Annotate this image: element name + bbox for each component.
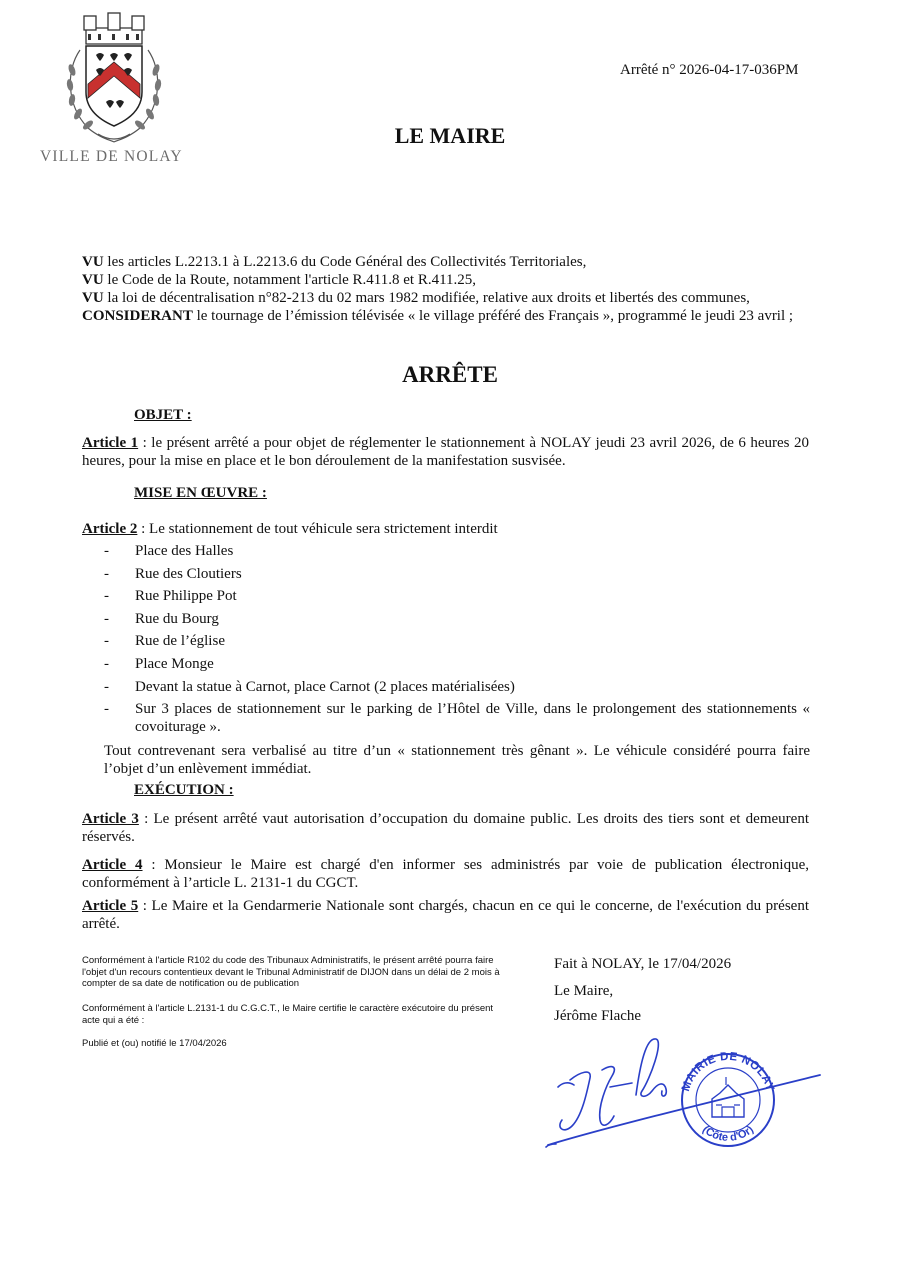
article-2: Article 2 : Le stationnement de tout véhicule sera strictement interdit bbox=[82, 521, 498, 537]
list-item: - Place Monge bbox=[104, 655, 214, 672]
publication-note: Publié et (ou) notifié le 17/04/2026 bbox=[82, 1038, 227, 1049]
contrevenant-paragraph: Tout contrevenant sera verbalisé au titre d’un « stationnement très gênant ». Le véhicule considéré pourra faire l’objet d’un enlèvement immédiat. bbox=[104, 743, 810, 777]
stamp-bottom-text: (Côte d'Or) bbox=[699, 1123, 757, 1144]
signature-and-stamp bbox=[540, 1025, 830, 1165]
signatory-role: Le Maire, bbox=[554, 983, 614, 999]
section-execution: EXÉCUTION : bbox=[134, 782, 234, 798]
considerant-line: CONSIDERANT le tournage de l’émission télévisée « le village préféré des Français », programmé le jeudi 23 avril ; bbox=[82, 308, 794, 324]
place-and-date: Fait à NOLAY, le 17/04/2026 bbox=[554, 956, 732, 972]
considerants-block bbox=[82, 253, 809, 325]
considerant-line: VU la loi de décentralisation n°82-213 du 02 mars 1982 modifiée, relative aux droits et libertés des communes, bbox=[82, 290, 750, 306]
article-3: Article 3 : Le présent arrêté vaut autorisation d’occupation du domaine public. Les droits des tiers sont et demeurent réservés. bbox=[82, 811, 809, 845]
considerant-line: VU le Code de la Route, notamment l'article R.411.8 et R.411.25, bbox=[82, 272, 477, 288]
issuing-authority: LE MAIRE bbox=[394, 123, 506, 148]
decree-reference: Arrêté n° 2026-04-17-036PM bbox=[620, 62, 799, 78]
considerant-line: VU les articles L.2213.1 à L.2213.6 du Code Général des Collectivités Territoriales, bbox=[82, 254, 587, 270]
list-item: - Rue de l’église bbox=[104, 633, 225, 650]
article-5: Article 5 : Le Maire et la Gendarmerie Nationale sont chargés, chacun en ce qui le concerne, de l'exécution du présent arrêté. bbox=[82, 898, 809, 932]
stamp-top-text: MAIRIE DE NOLAY bbox=[679, 1050, 776, 1093]
list-item: - Devant la statue à Carnot, place Carnot (2 places matérialisées) bbox=[104, 678, 515, 695]
article-4: Article 4 : Monsieur le Maire est chargé d'en informer ses administrés par voie de publication électronique, conformément à l’article L. 2131-1 du CGCT. bbox=[82, 857, 809, 891]
certification-note: Conformément à l'article L.2131-1 du C.G.C.T., le Maire certifie le caractère exécutoire du présent acte qui a été : bbox=[82, 1003, 494, 1026]
list-item: - Rue Philippe Pot bbox=[104, 588, 237, 605]
list-item: - Rue du Bourg bbox=[104, 610, 219, 627]
street-list bbox=[104, 542, 810, 741]
list-item: - Place des Halles bbox=[104, 543, 234, 559]
list-item: - Sur 3 places de stationnement sur le parking de l’Hôtel de Ville, dans le prolongement des stationnements « covoiturage ». bbox=[104, 701, 810, 736]
list-item: - Rue des Cloutiers bbox=[104, 565, 242, 582]
signatory-name: Jérôme Flache bbox=[554, 1008, 642, 1024]
section-objet: OBJET : bbox=[134, 407, 192, 423]
section-mise-en-oeuvre: MISE EN ŒUVRE : bbox=[134, 485, 267, 501]
town-name: VILLE DE NOLAY bbox=[40, 148, 183, 165]
decree-title: ARRÊTE bbox=[402, 362, 498, 387]
article-1: Article 1 : le présent arrêté a pour objet de réglementer le stationnement à NOLAY jeudi 23 avril 2026, de 6 heures 20 heures, pour la mise en place et le bon déroulement de la manifestation susvisée. bbox=[82, 435, 810, 469]
recours-note: Conformément à l'article R102 du code des Tribunaux Administratifs, le présent arrêté pourra faire l'objet d'un recours contentieux devant le Tribunal Administratif de DIJON dans un délai de 2 mois à compter de sa date de notification ou de publication bbox=[82, 955, 500, 989]
